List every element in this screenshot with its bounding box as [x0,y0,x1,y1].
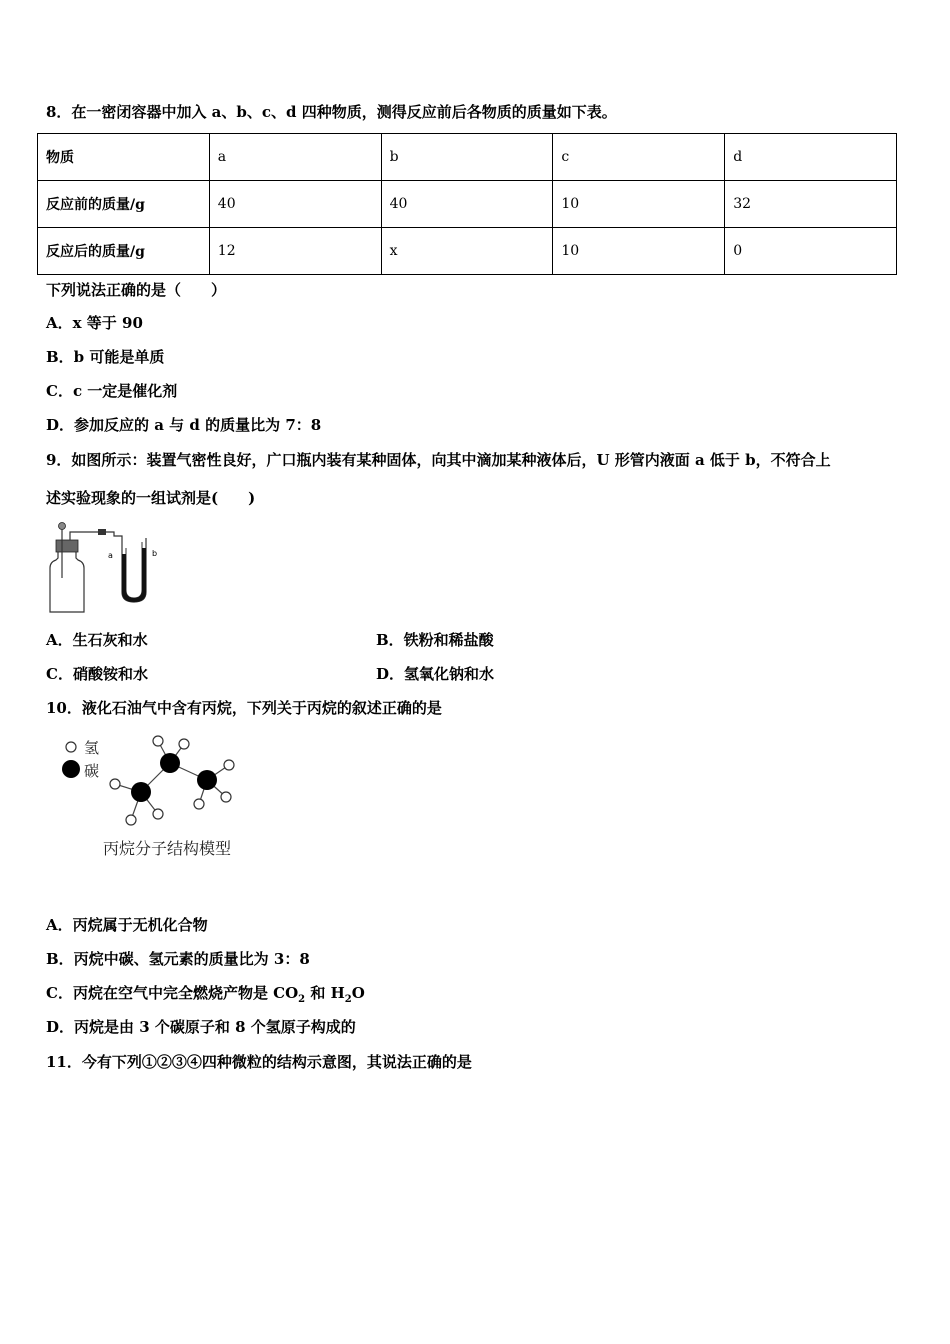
table-cell: 32 [725,181,897,228]
q9-option-c: C．硝酸铵和水 [46,665,148,683]
table-row [38,181,897,228]
table-cell: 40 [381,181,553,228]
q8-stem: 8．在一密闭容器中加入 a、b、c、d 四种物质，测得反应前后各物质的质量如下表。 [46,103,617,121]
q10-option-a: A．丙烷属于无机化合物 [46,916,208,934]
q9-stem-line1: 9．如图所示：装置气密性良好，广口瓶内装有某种固体，向其中滴加某种液体后，U 形管内液面 a 低于 b，不符合上 [46,451,831,469]
label-a: a [108,551,113,560]
hydrogen-atom-icon [194,799,204,809]
stopper-shape [56,540,78,552]
table-cell: 12 [209,228,381,275]
hydrogen-atom-icon [153,736,163,746]
hydrogen-atom-icon [126,815,136,825]
legend-hydrogen-label: 氢 [84,739,100,757]
q10-option-d: D．丙烷是由 3 个碳原子和 8 个氢原子构成的 [46,1018,356,1036]
mass-table [37,133,897,275]
q10-option-c-prefix: C．丙烷在空气中完全燃烧产物是 CO [46,984,299,1002]
table-header-cell: b [381,134,553,181]
carbon-legend-icon [62,760,80,778]
figure-caption: 丙烷分子结构模型 [103,839,232,858]
clamp-shape [98,529,106,535]
label-b: b [152,549,158,558]
u-tube-liquid-shape [122,548,146,602]
carbon-atom-icon [197,770,217,790]
table-header-row [38,134,897,181]
q9-option-a: A．生石灰和水 [46,631,148,649]
table-cell: x [381,228,553,275]
table-row [38,228,897,275]
hydrogen-legend-icon [66,742,76,752]
q10-option-c-sub1: 2 [298,994,306,1005]
q10-option-b: B．丙烷中碳、氢元素的质量比为 3：8 [46,950,310,968]
q10-option-c-mid: 和 H [305,984,345,1002]
table-cell: 40 [209,181,381,228]
q9-stem-line2: 述实验现象的一组试剂是( ) [46,489,256,507]
q10-option-c [46,983,365,1010]
table-cell: 反应后的质量/g [38,228,210,275]
table-cell: 10 [553,181,725,228]
q8-option-b: B．b 可能是单质 [46,348,165,366]
apparatus-diagram [44,518,174,614]
table-header-cell: 物质 [38,134,210,181]
table-cell: 10 [553,228,725,275]
q10-stem: 10．液化石油气中含有丙烷，下列关于丙烷的叙述正确的是 [46,699,442,717]
hydrogen-atom-icon [224,760,234,770]
q10-option-c-sub2: 2 [344,994,352,1005]
q8-option-d: D．参加反应的 a 与 d 的质量比为 7：8 [46,416,322,434]
carbon-atom-icon [160,753,180,773]
bottle-shape [50,550,84,612]
legend-carbon-label: 碳 [84,762,100,780]
table-cell: 0 [725,228,897,275]
q9-option-d: D．氢氧化钠和水 [376,665,495,683]
q8-option-c: C．c 一定是催化剂 [46,382,178,400]
q9-option-b: B．铁粉和稀盐酸 [376,631,494,649]
dropper-bulb-shape [59,523,66,530]
table-cell: 反应前的质量/g [38,181,210,228]
table-header-cell: a [209,134,381,181]
hydrogen-atom-icon [221,792,231,802]
table-header-cell: c [553,134,725,181]
carbon-atom-icon [131,782,151,802]
hydrogen-atom-icon [110,779,120,789]
table-header-cell: d [725,134,897,181]
q10-option-c-suffix: O [351,984,365,1002]
hydrogen-atom-icon [179,739,189,749]
q8-question: 下列说法正确的是（ ） [46,281,227,299]
u-tube-inner-shape [126,542,142,598]
q8-option-a: A．x 等于 90 [46,314,143,332]
delivery-tube-shape [70,532,146,602]
q11-stem: 11．今有下列①②③④四种微粒的结构示意图，其说法正确的是 [46,1053,472,1071]
hydrogen-atom-icon [153,809,163,819]
